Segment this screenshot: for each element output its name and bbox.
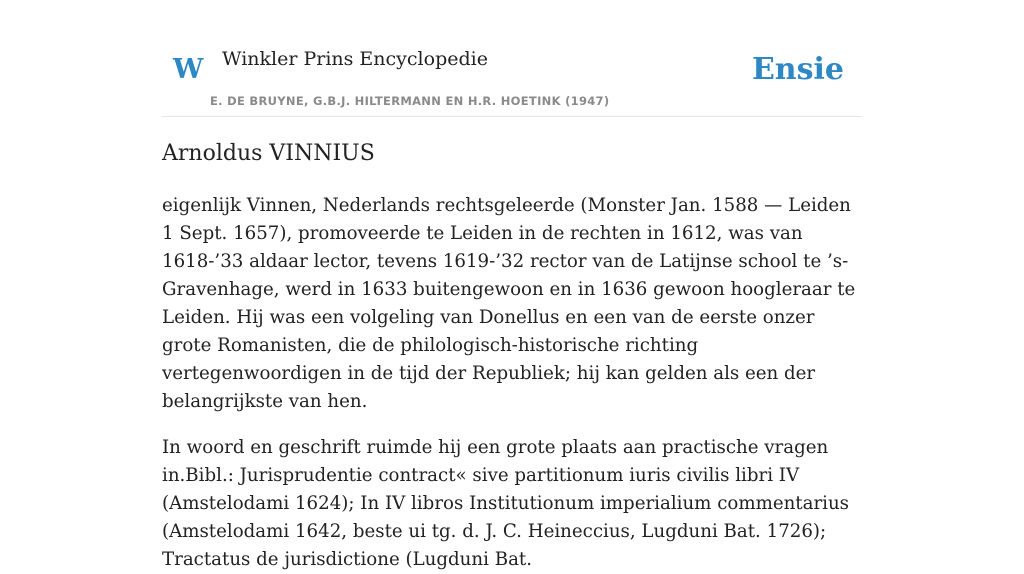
article-paragraph: In woord en geschrift ruimde hij een grote plaats aan practische vragen in.Bibl.: Jurisprudentie contract« sive partitionum iuris civilis libri IV (Amstelodami 1624); In IV libros Institutionum imperialium commentarius (Amstelodami 1642, beste ui tg. d. J. C. Heineccius, Lugduni Bat. 1726); Tractatus de jurisdictione (Lugduni Bat. bbox=[162, 437, 850, 570]
ensie-logo[interactable]: Ensie bbox=[751, 52, 844, 87]
article-title: Arnoldus VINNIUS bbox=[162, 141, 375, 166]
article bbox=[162, 138, 864, 574]
article-paragraph: eigenlijk Vinnen, Nederlands rechtsgeleerde (Monster Jan. 1588 — Leiden 1 Sept. 1657), promoveerde te Leiden in de rechten in 1612, was van 1618-’33 aldaar lector, tevens 1619-’32 rector van de Latijnse school te ’s-Gravenhage, werd in 1633 buitengewoon en in 1636 gewoon hoogleraar te Leiden. Hij was een volgeling van Donellus en een van de eerste onzer grote Romanisten, die de philologisch-historische richting vertegenwoordigen in de tijd der Republiek; hij kan gelden als een der belangrijkste van hen. bbox=[162, 195, 856, 412]
encyclopedia-authors: E. DE BRUYNE, G.B.J. HILTERMANN EN H.R. HOETINK (1947) bbox=[210, 94, 610, 108]
winkler-prins-logo-icon[interactable]: W bbox=[173, 54, 204, 85]
site-header bbox=[162, 0, 862, 117]
encyclopedia-title[interactable]: Winkler Prins Encyclopedie bbox=[222, 48, 488, 70]
